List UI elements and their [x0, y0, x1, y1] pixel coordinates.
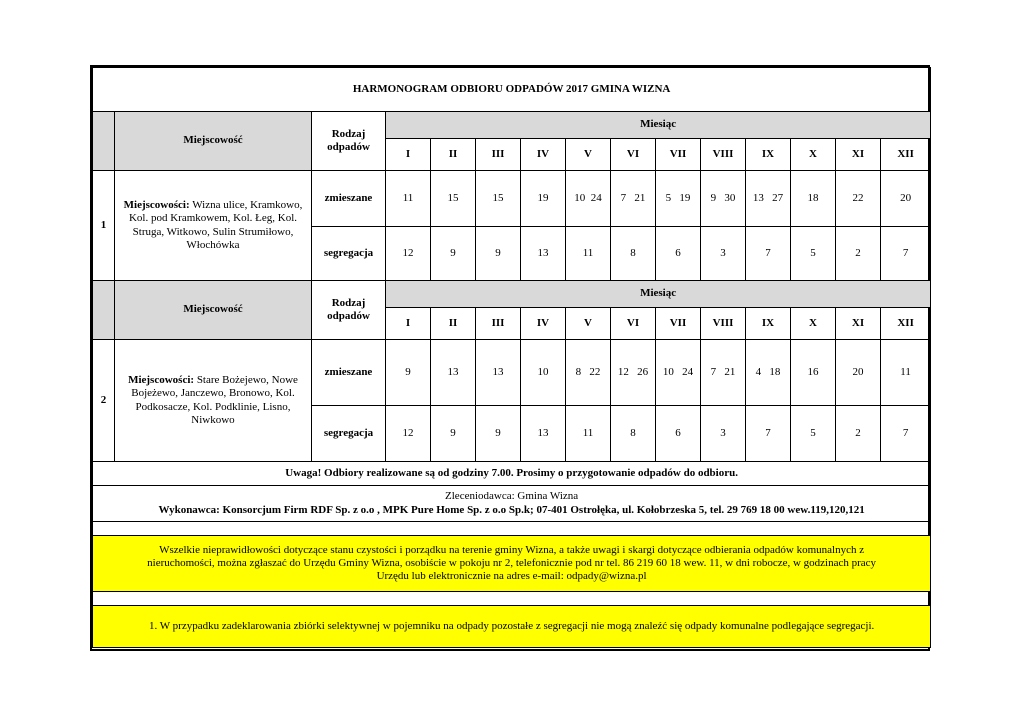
month-header-cell: X	[791, 139, 836, 171]
pickup-day-cell: 9	[476, 406, 521, 462]
pickup-day-cell: 22	[836, 171, 881, 227]
complaints-box	[93, 536, 931, 592]
pickup-day-cell: 11	[386, 171, 431, 227]
month-header-cell: VIII	[701, 139, 746, 171]
pickup-day-cell: 5	[791, 406, 836, 462]
pickup-day-cell: 2	[836, 406, 881, 462]
month-header-cell: XII	[881, 139, 931, 171]
pickup-day-cell: 5	[791, 227, 836, 281]
contract-info	[93, 486, 931, 522]
pickup-day-cell: 7	[746, 227, 791, 281]
pickup-day-cell: 10 24	[656, 340, 701, 406]
month-header-cell: XI	[836, 139, 881, 171]
month-header-cell: V	[566, 139, 611, 171]
month-header-cell: XII	[881, 308, 931, 340]
pickup-day-cell: 19	[521, 171, 566, 227]
pickup-day-cell: 16	[791, 340, 836, 406]
waste-type-label-2: odpadów	[327, 141, 370, 153]
pickup-day-cell: 11	[566, 227, 611, 281]
pickup-day-cell: 13	[521, 227, 566, 281]
month-header: Miesiąc	[386, 281, 931, 308]
pickup-day-cell: 9	[476, 227, 521, 281]
locality-header: Miejscowość	[115, 281, 312, 340]
waste-kind-cell: segregacja	[312, 227, 386, 281]
month-header-cell: IX	[746, 139, 791, 171]
month-header-cell: VII	[656, 308, 701, 340]
table-row	[93, 171, 931, 227]
waste-kind-cell: zmieszane	[312, 340, 386, 406]
pickup-day-cell: 3	[701, 227, 746, 281]
complaints-line-1: Wszelkie nieprawidłowości dotyczące stanu czystości i porządku na terenie gminy Wizna, a także uwagi i skargi dotyczące odbierania odpadów komunalnych z	[159, 543, 865, 556]
locality-list	[115, 171, 312, 281]
complaints-line-3: Urzędu lub elektronicznie na adres e-mail: odpady@wizna.pl	[376, 570, 647, 583]
month-header-cell: VII	[656, 139, 701, 171]
pickup-day-cell: 6	[656, 227, 701, 281]
pickup-day-cell: 9 30	[701, 171, 746, 227]
month-header-cell: II	[431, 308, 476, 340]
pickup-day-cell: 5 19	[656, 171, 701, 227]
waste-type-header	[312, 281, 386, 340]
pickup-day-cell: 8	[611, 406, 656, 462]
pickup-day-cell: 18	[791, 171, 836, 227]
client-line: Zleceniodawca: Gmina Wizna	[445, 490, 579, 503]
month-header-cell: XI	[836, 308, 881, 340]
locality-header: Miejscowość	[115, 112, 312, 171]
month-header-cell: V	[566, 308, 611, 340]
month-header-cell: VIII	[701, 308, 746, 340]
contractor-line: Wykonawca: Konsorcjum Firm RDF Sp. z o.o , MPK Pure Home Sp. z o.o Sp.k; 07-401 Ostrołęka, ul. Kołobrzeska 5, tel. 29 769 18 00 wew.119,120,121	[158, 503, 865, 516]
pickup-day-cell: 7	[881, 406, 931, 462]
month-header-cell: IX	[746, 308, 791, 340]
number-header-cell	[93, 281, 115, 340]
locality-list	[115, 340, 312, 462]
waste-kind-cell: zmieszane	[312, 171, 386, 227]
month-header: Miesiąc	[386, 112, 931, 139]
locality-names: Wizna ulice, Kramkowo, Kol. pod Kramkowem, Kol. Łeg, Kol. Struga, Witkowo, Sulin Strumiłowo, Włochówka	[128, 199, 303, 251]
pickup-day-cell: 15	[431, 171, 476, 227]
pickup-day-cell: 6	[656, 406, 701, 462]
page-title: HARMONOGRAM ODBIORU ODPADÓW 2017 GMINA WIZNA	[93, 68, 931, 112]
section-number: 2	[93, 340, 115, 462]
pickup-day-cell: 9	[386, 340, 431, 406]
number-header-cell	[93, 112, 115, 171]
section-number: 1	[93, 171, 115, 281]
spacer-row	[93, 592, 931, 606]
schedule-table	[92, 67, 931, 648]
pickup-day-cell: 12 26	[611, 340, 656, 406]
pickup-time-note: Uwaga! Odbiory realizowane są od godziny 7.00. Prosimy o przygotowanie odpadów do odbioru.	[93, 462, 931, 486]
pickup-day-cell: 13	[431, 340, 476, 406]
pickup-day-cell: 2	[836, 227, 881, 281]
pickup-day-cell: 8 22	[566, 340, 611, 406]
month-header-cell: III	[476, 308, 521, 340]
table-row	[93, 340, 931, 406]
pickup-day-cell: 12	[386, 406, 431, 462]
pickup-day-cell: 7	[746, 406, 791, 462]
pickup-day-cell: 20	[836, 340, 881, 406]
pickup-day-cell: 4 18	[746, 340, 791, 406]
pickup-day-cell: 7	[881, 227, 931, 281]
complaints-line-2: nieruchomości, można zgłaszać do Urzędu Gminy Wizna, osobiście w pokoju nr 2, telefonicznie pod nr tel. 86 219 60 18 wew. 11, w dni robocze, w godzinach pracy	[147, 556, 877, 569]
locality-prefix: Miejscowości:	[123, 199, 190, 212]
pickup-day-cell: 11	[566, 406, 611, 462]
locality-names: Stare Bożejewo, Nowe Bojeżewo, Janczewo, Bronowo, Kol. Podkosacze, Kol. Podklinie, Lisno, Niwkowo	[131, 374, 298, 426]
spacer-row	[93, 522, 931, 536]
month-header-cell: II	[431, 139, 476, 171]
month-header-cell: IV	[521, 308, 566, 340]
waste-type-label-2: odpadów	[327, 310, 370, 322]
month-header-cell: IV	[521, 139, 566, 171]
pickup-day-cell: 7 21	[701, 340, 746, 406]
pickup-day-cell: 8	[611, 227, 656, 281]
waste-type-header	[312, 112, 386, 171]
month-header-cell: I	[386, 139, 431, 171]
pickup-day-cell: 7 21	[611, 171, 656, 227]
waste-type-label-1: Rodzaj	[331, 296, 366, 309]
waste-type-label-1: Rodzaj	[331, 127, 366, 140]
locality-prefix: Miejscowości:	[128, 374, 195, 387]
month-header-cell: VI	[611, 139, 656, 171]
pickup-day-cell: 10 24	[566, 171, 611, 227]
pickup-day-cell: 10	[521, 340, 566, 406]
schedule-document	[90, 65, 930, 651]
pickup-day-cell: 13	[476, 340, 521, 406]
pickup-day-cell: 13	[521, 406, 566, 462]
pickup-day-cell: 13 27	[746, 171, 791, 227]
month-header-cell: VI	[611, 308, 656, 340]
month-header-cell: I	[386, 308, 431, 340]
pickup-day-cell: 9	[431, 227, 476, 281]
pickup-day-cell: 9	[431, 406, 476, 462]
month-header-cell: III	[476, 139, 521, 171]
pickup-day-cell: 12	[386, 227, 431, 281]
pickup-day-cell: 11	[881, 340, 931, 406]
segregation-footnote: 1. W przypadku zadeklarowania zbiórki selektywnej w pojemniku na odpady pozostałe z segregacji nie mogą znaleźć się odpady komunalne podlegające segregacji.	[93, 606, 931, 648]
pickup-day-cell: 15	[476, 171, 521, 227]
month-header-cell: X	[791, 308, 836, 340]
pickup-day-cell: 20	[881, 171, 931, 227]
pickup-day-cell: 3	[701, 406, 746, 462]
waste-kind-cell: segregacja	[312, 406, 386, 462]
